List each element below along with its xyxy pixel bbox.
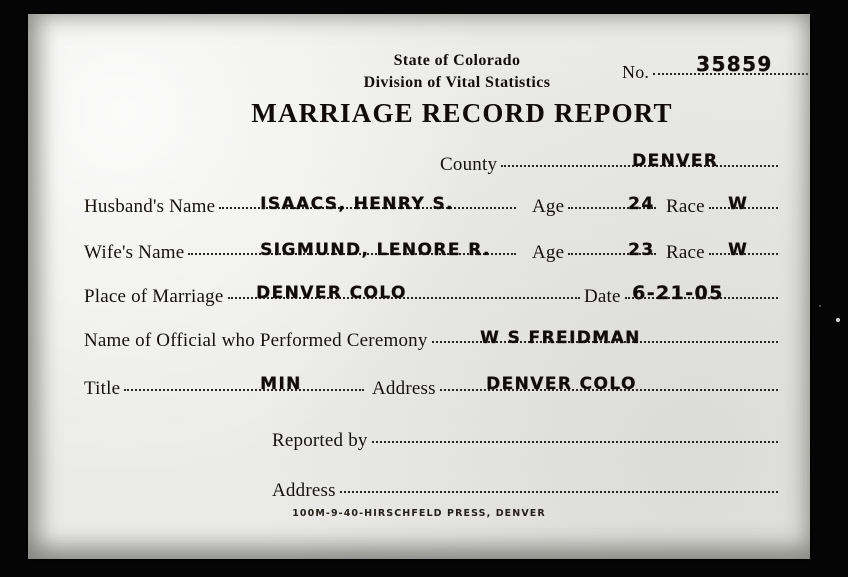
county-label: County [440,154,498,175]
date-label: Date [584,286,621,307]
wife-name-label: Wife's Name [84,242,185,263]
reporter-address-row [272,480,782,502]
official-address-label: Address [372,378,436,399]
place-of-marriage-label: Place of Marriage [84,286,224,307]
wife-race-value: W [728,240,749,260]
official-row [84,330,782,352]
title-row [84,378,368,400]
division-heading: Division of Vital Statistics [363,74,551,91]
title-value: MIN [260,374,302,394]
document-title: MARRIAGE RECORD REPORT [251,98,673,128]
title-dots [124,389,364,391]
reported-by-dots [372,441,778,443]
husband-age-value: 24 [628,194,655,214]
date-value: 6-21-05 [632,282,724,304]
husband-race-row [666,196,782,218]
marriage-record-card [28,14,810,559]
county-row [440,154,782,176]
wife-name-value: SIGMUND, LENORE R. [260,240,491,260]
scan-speck [836,318,840,322]
reporter-address-label: Address [272,480,336,501]
place-of-marriage-value: DENVER COLO [256,283,407,303]
wife-age-value: 23 [628,240,655,260]
printer-imprint: 100M-9-40-HIRSCHFELD PRESS, DENVER [292,508,546,519]
official-address-value: DENVER COLO [486,374,637,394]
reported-by-row [272,430,782,452]
state-heading: State of Colorado [393,52,521,69]
wife-age-label: Age [532,242,565,263]
official-label: Name of Official who Performed Ceremony [84,330,428,351]
official-value: W S FREIDMAN [480,328,641,348]
husband-name-label: Husband's Name [84,196,216,217]
record-number-value: 35859 [696,52,773,76]
title-label: Title [84,378,121,399]
county-value: DENVER [632,151,719,171]
husband-race-label: Race [666,196,705,217]
wife-race-label: Race [666,242,705,263]
reporter-address-dots [340,491,778,493]
reported-by-label: Reported by [272,430,368,451]
record-number-label: No. [622,62,650,82]
husband-race-value: W [728,194,749,214]
wife-race-row [666,242,782,264]
husband-name-value: ISAACS, HENRY S. [260,194,454,214]
scan-speck [819,305,821,307]
husband-age-label: Age [532,196,565,217]
